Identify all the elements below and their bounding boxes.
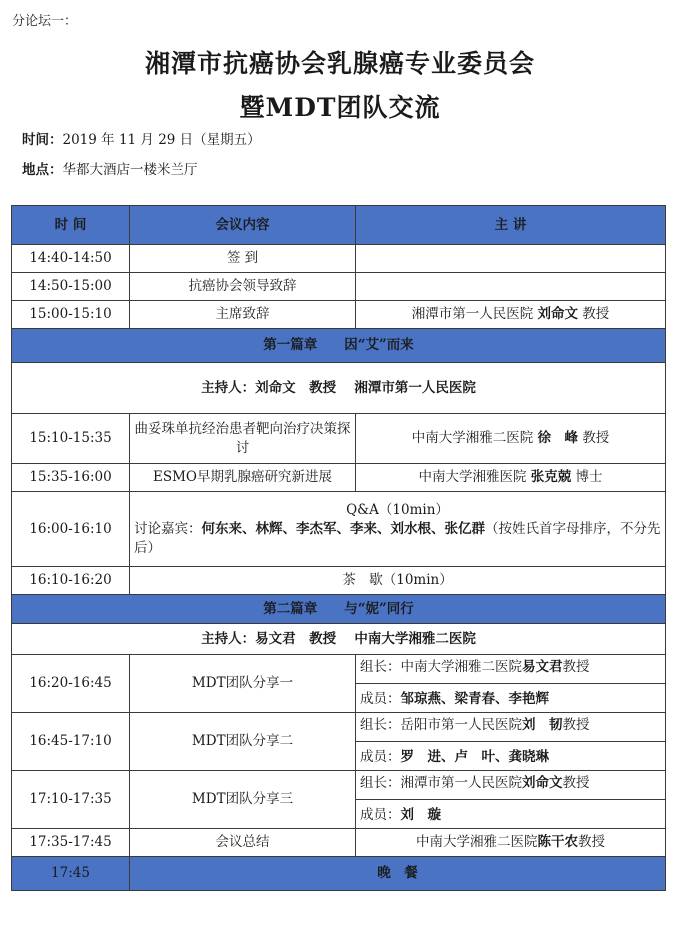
row-time: 15:35-16:00 <box>12 464 130 492</box>
leader-name: 刘命文 <box>522 775 563 791</box>
qa-row <box>12 492 666 567</box>
speaker-title: 教授 <box>578 430 610 446</box>
chapter-title: 第一篇章 因“艾”而来 <box>12 329 666 363</box>
team-leader <box>360 716 661 735</box>
speaker-title: 教授 <box>578 306 610 322</box>
speaker-hospital: 中南大学湘雅医院 <box>418 469 531 485</box>
row-content: MDT团队分享二 <box>130 713 356 771</box>
leader-hospital: 组长：中南大学湘雅二医院 <box>360 659 522 675</box>
leader-title: 教授 <box>562 659 590 675</box>
row-time: 16:45-17:10 <box>12 713 130 771</box>
leader-name: 刘 韧 <box>522 717 563 733</box>
mdt-row <box>12 655 666 713</box>
chapter-row <box>12 329 666 363</box>
row-content: 抗癌协会领导致辞 <box>130 273 356 301</box>
guests-label: 讨论嘉宾： <box>134 520 202 537</box>
qa-content <box>130 492 666 567</box>
row-speaker <box>356 829 666 857</box>
table-row <box>12 414 666 464</box>
mdt-team <box>356 771 666 829</box>
row-content: MDT团队分享三 <box>130 771 356 829</box>
speaker-hospital: 中南大学湘雅二医院 <box>411 430 538 446</box>
members-names: 刘 璇 <box>400 807 441 823</box>
break-content: 茶 歇（10min） <box>130 567 666 595</box>
leader-name: 易文君 <box>522 659 563 675</box>
speaker-name: 张克兢 <box>530 469 572 485</box>
host-text: 主持人：易文君 教授 中南大学湘雅二医院 <box>12 624 666 655</box>
row-time: 14:40-14:50 <box>12 245 130 273</box>
team-members <box>360 748 661 767</box>
members-label: 成员： <box>360 807 401 823</box>
row-content: 会议总结 <box>130 829 356 857</box>
row-speaker <box>356 301 666 329</box>
mdt-team <box>356 713 666 771</box>
mdt-team <box>356 655 666 713</box>
header-time: 时 间 <box>12 206 130 245</box>
table-row <box>12 829 666 857</box>
row-speaker <box>356 273 666 301</box>
time-value: 2019 年 11 月 29 日（星期五） <box>62 132 261 148</box>
table-header-row <box>12 206 666 245</box>
header-content: 会议内容 <box>130 206 356 245</box>
row-speaker <box>356 414 666 464</box>
members-label: 成员： <box>360 691 401 707</box>
row-speaker <box>356 464 666 492</box>
team-members <box>360 806 661 825</box>
table-row <box>12 273 666 301</box>
leader-hospital: 组长：岳阳市第一人民医院 <box>360 717 522 733</box>
guests-names: 何东来、林辉、李杰军、李来、刘水根、张亿群 <box>201 520 485 537</box>
agenda-table <box>11 205 666 891</box>
divider <box>356 683 665 684</box>
members-names: 罗 进、卢 叶、龚晓琳 <box>400 749 549 765</box>
row-content: ESMO早期乳腺癌研究新进展 <box>130 464 356 492</box>
divider <box>356 799 665 800</box>
members-label: 成员： <box>360 749 401 765</box>
speaker-name: 陈干农 <box>537 834 578 850</box>
page-title: 湘潭市抗癌协会乳腺癌专业委员会 <box>144 49 535 78</box>
row-content: MDT团队分享一 <box>130 655 356 713</box>
row-time: 15:10-15:35 <box>12 414 130 464</box>
dinner-row <box>12 857 666 891</box>
time-label: 时间： <box>22 132 63 148</box>
speaker-name: 徐 峰 <box>537 430 578 446</box>
mdt-row <box>12 771 666 829</box>
speaker-title: 博士 <box>571 469 603 485</box>
row-time: 15:00-15:10 <box>12 301 130 329</box>
speaker-hospital: 湘潭市第一人民医院 <box>411 306 538 322</box>
row-content: 主席致辞 <box>130 301 356 329</box>
chapter-title: 第二篇章 与“妮”同行 <box>12 595 666 624</box>
qa-guests <box>134 520 661 558</box>
speaker-name: 刘命文 <box>537 306 578 322</box>
speaker-title: 教授 <box>578 834 605 850</box>
row-time: 16:10-16:20 <box>12 567 130 595</box>
chapter-row <box>12 595 666 624</box>
leader-title: 教授 <box>562 717 590 733</box>
row-time: 14:50-15:00 <box>12 273 130 301</box>
place-value: 华都大酒店一楼米兰厅 <box>62 162 198 178</box>
members-names: 邹琼燕、梁青春、李艳辉 <box>400 691 549 707</box>
header-speaker: 主 讲 <box>356 206 666 245</box>
break-row <box>12 567 666 595</box>
guests-note: （按姓氏首字母排序，不分先后） <box>134 520 661 556</box>
row-content: 曲妥珠单抗经治患者靶向治疗决策探讨 <box>130 414 356 464</box>
dinner-content: 晚 餐 <box>130 857 666 891</box>
row-content: 签 到 <box>130 245 356 273</box>
host-row <box>12 363 666 414</box>
row-time: 17:10-17:35 <box>12 771 130 829</box>
table-row <box>12 245 666 273</box>
speaker-hospital: 中南大学湘雅二医院 <box>416 834 538 850</box>
forum-label: 分论坛一： <box>12 14 78 29</box>
place-label: 地点： <box>22 162 63 178</box>
row-speaker <box>356 245 666 273</box>
meeting-time <box>22 128 261 148</box>
team-members <box>360 690 661 709</box>
row-time: 17:45 <box>12 857 130 891</box>
table-row <box>12 464 666 492</box>
host-row <box>12 624 666 655</box>
table-row <box>12 301 666 329</box>
leader-hospital: 组长：湘潭市第一人民医院 <box>360 775 522 791</box>
leader-title: 教授 <box>562 775 590 791</box>
divider <box>356 741 665 742</box>
row-time: 16:20-16:45 <box>12 655 130 713</box>
qa-title: Q&A（10min） <box>346 501 449 518</box>
page-subtitle: 暨MDT团队交流 <box>239 93 441 122</box>
host-text: 主持人：刘命文 教授 湘潭市第一人民医院 <box>12 363 666 414</box>
team-leader <box>360 658 661 677</box>
mdt-row <box>12 713 666 771</box>
meeting-place <box>22 158 198 178</box>
row-time: 17:35-17:45 <box>12 829 130 857</box>
row-time: 16:00-16:10 <box>12 492 130 567</box>
team-leader <box>360 774 661 793</box>
